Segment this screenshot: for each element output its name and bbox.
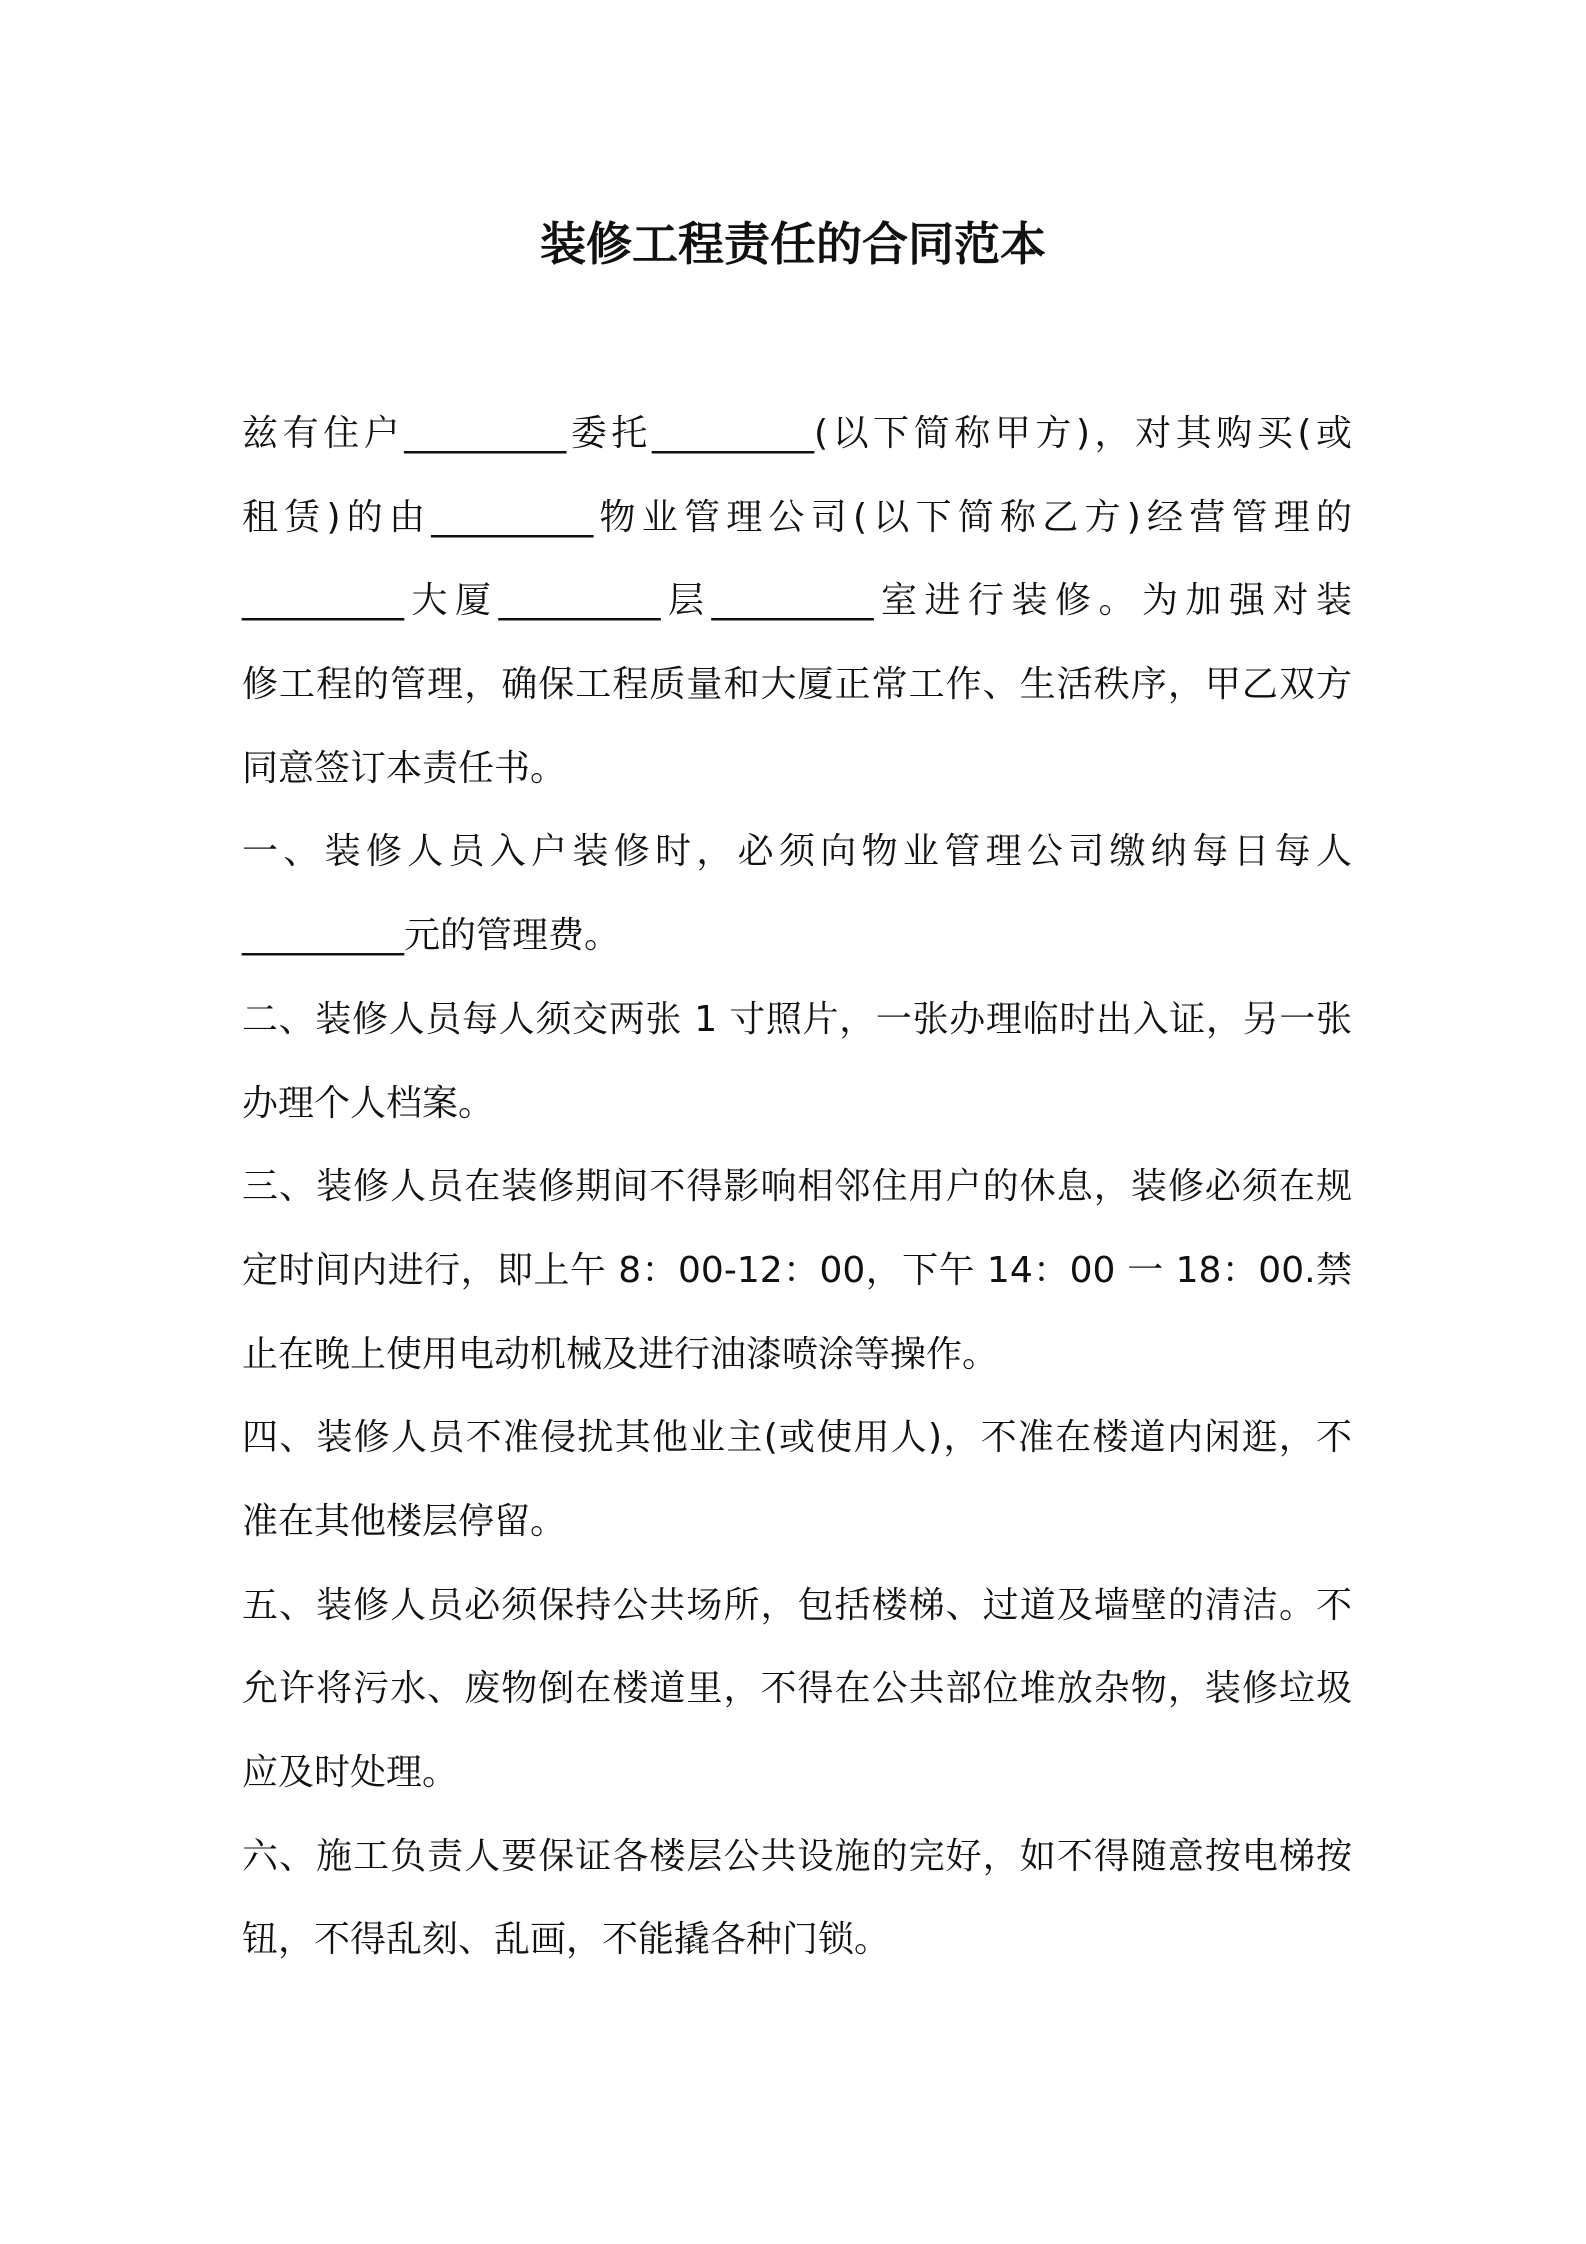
contract-line: 同意签订本责任书。	[242, 747, 567, 789]
clause-5-line: 允许将污水、废物倒在楼道里，不得在公共部位堆放杂物，装修垃圾	[242, 1668, 1352, 1710]
document-title: 装修工程责任的合同范本	[540, 217, 1046, 271]
contract-line: _________大厦_________层_________室进行装修。为加强对装	[242, 580, 1352, 622]
contract-line: 租赁)的由_________物业管理公司(以下简称乙方)经营管理的	[242, 496, 1352, 538]
clause-4-line: 准在其他楼层停留。	[242, 1500, 567, 1542]
clause-2-line: 二、装修人员每人须交两张 1 寸照片，一张办理临时出入证，另一张	[242, 998, 1352, 1040]
clause-6-line: 六、施工负责人要保证各楼层公共设施的完好，如不得随意按电梯按	[242, 1835, 1352, 1877]
clause-6-line: 钮，不得乱刻、乱画，不能撬各种门锁。	[242, 1919, 891, 1961]
clause-3-line: 定时间内进行，即上午 8：00-12：00，下午 14：00 一 18：00.禁	[242, 1249, 1352, 1291]
clause-1-line: 一、装修人员入户装修时，必须向物业管理公司缴纳每日每人	[242, 831, 1352, 873]
contract-line: 修工程的管理，确保工程质量和大厦正常工作、生活秩序，甲乙双方	[242, 664, 1352, 706]
clause-4-line: 四、装修人员不准侵扰其他业主(或使用人)，不准在楼道内闲逛，不	[242, 1417, 1352, 1459]
clause-1-line: _________元的管理费。	[242, 915, 621, 957]
clause-3-line: 止在晚上使用电动机械及进行油漆喷涂等操作。	[242, 1333, 999, 1375]
clause-2-line: 办理个人档案。	[242, 1082, 495, 1124]
contract-line: 兹有住户_________委托_________(以下简称甲方)，对其购买(或	[242, 413, 1352, 454]
clause-5-line: 五、装修人员必须保持公共场所，包括楼梯、过道及墙壁的清洁。不	[242, 1584, 1352, 1626]
contract-body	[242, 406, 1352, 1996]
clause-3-line: 三、装修人员在装修期间不得影响相邻住用户的休息，装修必须在规	[242, 1166, 1352, 1208]
clause-5-line: 应及时处理。	[242, 1752, 459, 1793]
